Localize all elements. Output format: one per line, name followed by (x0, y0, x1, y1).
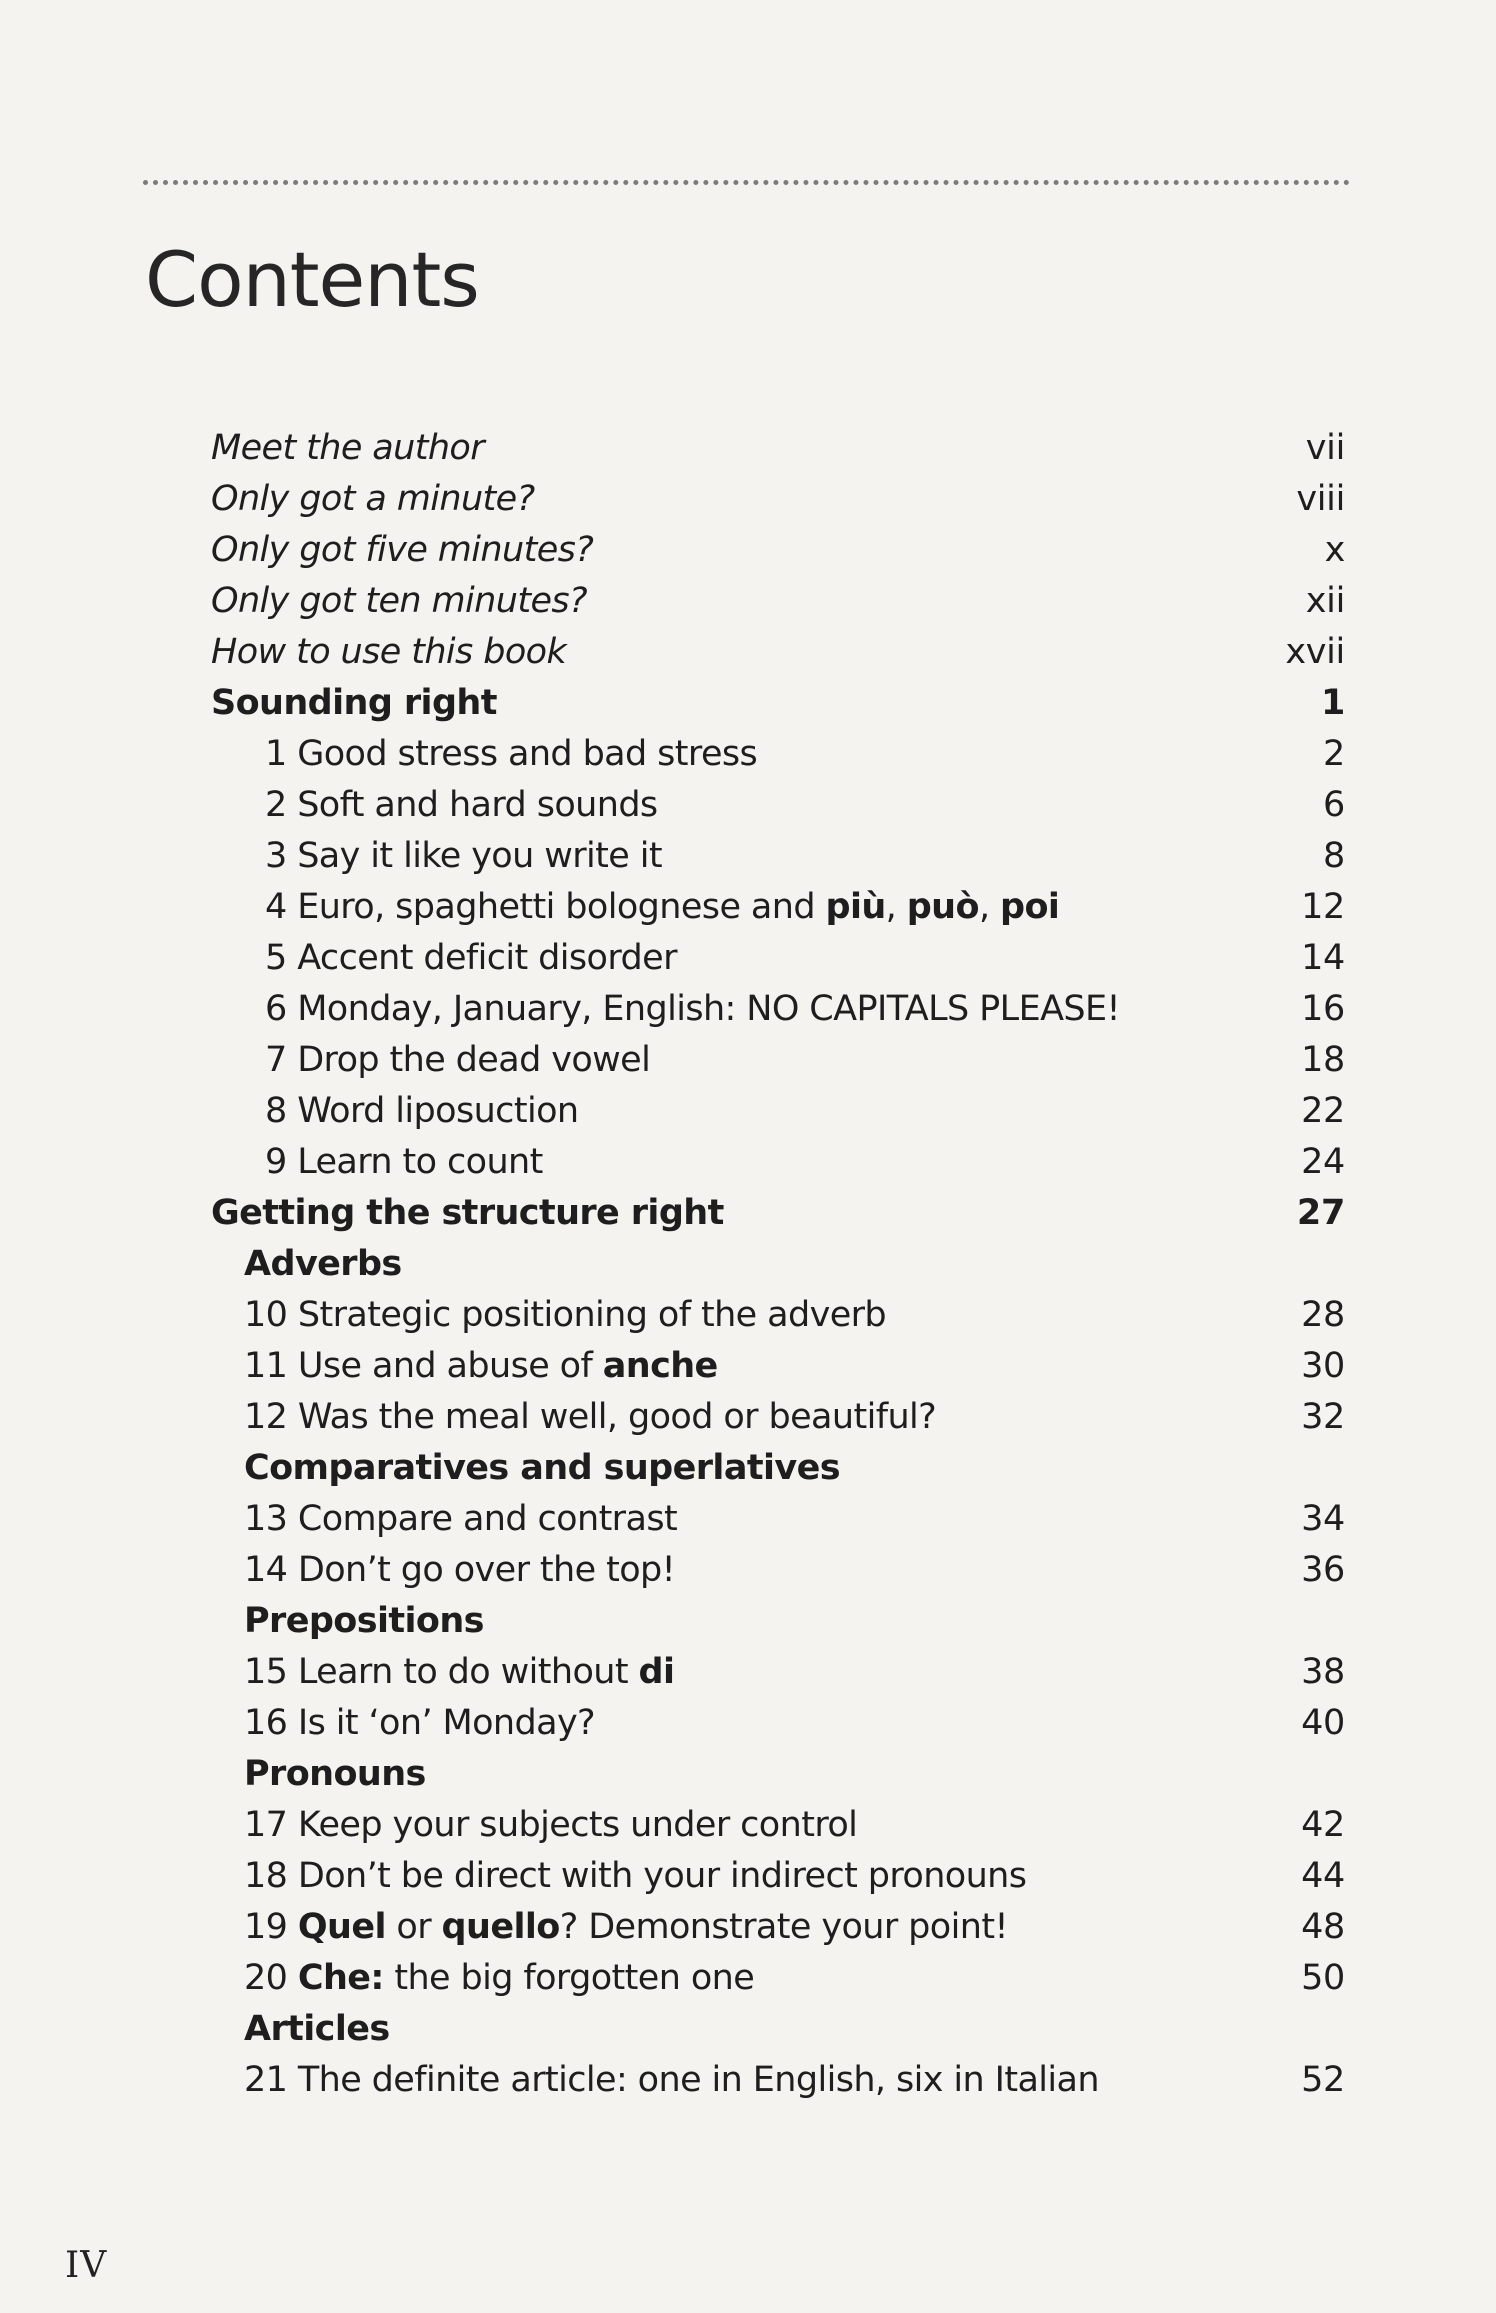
toc-entry-label: 21 The definite article: one in English, six in Italian (244, 2060, 1099, 2100)
toc-entry (211, 474, 1345, 525)
toc-entry (211, 1290, 1345, 1341)
label-text: , (885, 887, 907, 927)
dotted-rule (143, 180, 1350, 185)
toc-entry-label: 1 Good stress and bad stress (265, 734, 758, 774)
label-text: 20 (244, 1958, 298, 1998)
toc-entry (211, 1749, 1345, 1800)
toc-entry (211, 1953, 1345, 2004)
toc-entry-page: xvii (1285, 632, 1345, 672)
toc-entry-page: 50 (1301, 1958, 1345, 1998)
toc-entry (211, 525, 1345, 576)
toc-entry-page: 18 (1301, 1040, 1345, 1080)
toc-entry (211, 1443, 1345, 1494)
toc-entry-label: Articles (244, 2009, 390, 2049)
toc-entry (211, 1494, 1345, 1545)
toc-entry-page: 28 (1301, 1295, 1345, 1335)
toc-entry (211, 2055, 1345, 2106)
toc-entry-label (211, 882, 1245, 933)
toc-entry-page: 1 (1320, 683, 1345, 723)
toc-entry-page: 44 (1301, 1856, 1345, 1896)
toc-entry-page: 32 (1301, 1397, 1345, 1437)
bold-term: anche (602, 1346, 718, 1386)
toc-entry (211, 423, 1345, 474)
toc-entry-label: 7 Drop the dead vowel (265, 1040, 651, 1080)
toc-entry-label: 13 Compare and contrast (244, 1499, 678, 1539)
toc-entry-label (211, 1953, 1245, 2004)
toc-entry (211, 1188, 1345, 1239)
toc-entry-label: 18 Don’t be direct with your indirect pronouns (244, 1856, 1027, 1896)
toc-entry (211, 1545, 1345, 1596)
toc-entry (211, 729, 1345, 780)
toc-entry (211, 2004, 1345, 2055)
bold-term: quello (441, 1907, 560, 1947)
toc-entry-page: vii (1305, 428, 1345, 468)
toc-entry-label: Only got a minute? (211, 479, 535, 519)
bold-term: poi (1000, 887, 1060, 927)
toc-entry-label: 14 Don’t go over the top! (244, 1550, 676, 1590)
toc-entry-page: 8 (1323, 836, 1345, 876)
toc-entry-label: 5 Accent deficit disorder (265, 938, 677, 978)
toc-entry (211, 984, 1345, 1035)
toc-entry-label: 17 Keep your subjects under control (244, 1805, 858, 1845)
toc-entry-label: 12 Was the meal well, good or beautiful? (244, 1397, 937, 1437)
toc-entry-label: 6 Monday, January, English: NO CAPITALS PLEASE! (265, 989, 1120, 1029)
bold-term: Quel (297, 1907, 386, 1947)
toc-entry-label: Prepositions (244, 1601, 484, 1641)
toc-entry-page: 36 (1301, 1550, 1345, 1590)
toc-entry-page: 2 (1323, 734, 1345, 774)
toc-entry-label: Only got ten minutes? (211, 581, 587, 621)
toc-entry-page: 34 (1301, 1499, 1345, 1539)
toc-entry (211, 831, 1345, 882)
toc-entry (211, 933, 1345, 984)
toc-entry (211, 1851, 1345, 1902)
toc-entry-label: 9 Learn to count (265, 1142, 543, 1182)
toc-entry-label: Sounding right (211, 683, 497, 723)
toc-entry (211, 1137, 1345, 1188)
page-number: IV (65, 2245, 108, 2286)
bold-term: può (906, 887, 979, 927)
toc-entry-page: 52 (1301, 2060, 1345, 2100)
toc-entry-page: 30 (1301, 1346, 1345, 1386)
toc-entry-label: 3 Say it like you write it (265, 836, 663, 876)
toc-entry-label: Getting the structure right (211, 1193, 724, 1233)
toc-entry-label: 8 Word liposuction (265, 1091, 579, 1131)
toc-entry-label: Adverbs (244, 1244, 402, 1284)
toc-entry (211, 882, 1345, 933)
toc-entry-label (211, 1647, 1245, 1698)
toc-entry-page: 22 (1301, 1091, 1345, 1131)
toc-entry-label: 10 Strategic positioning of the adverb (244, 1295, 887, 1335)
toc-entry-page: 48 (1301, 1907, 1345, 1947)
toc-entry (211, 780, 1345, 831)
label-text: , (978, 887, 1000, 927)
toc-entry-page: 6 (1323, 785, 1345, 825)
toc-entry (211, 1392, 1345, 1443)
toc-entry-page: 24 (1301, 1142, 1345, 1182)
label-text: 15 Learn to do without (244, 1652, 639, 1692)
toc-entry (211, 1698, 1345, 1749)
toc-entry-page: 14 (1301, 938, 1345, 978)
toc-entry-label: Pronouns (244, 1754, 426, 1794)
label-text: 4 Euro, spaghetti bolognese and (265, 887, 826, 927)
toc-entry (211, 576, 1345, 627)
toc-entry-page: 40 (1301, 1703, 1345, 1743)
bold-term: Che: (297, 1958, 384, 1998)
toc-entry (211, 1800, 1345, 1851)
toc-entry-label (211, 1341, 1245, 1392)
toc-entry-page: 42 (1301, 1805, 1345, 1845)
label-text: or (385, 1907, 442, 1947)
toc-entry (211, 1647, 1345, 1698)
label-text: 19 (244, 1907, 298, 1947)
toc-entry-label: 2 Soft and hard sounds (265, 785, 658, 825)
toc-entry-page: x (1324, 530, 1345, 570)
toc-entry (211, 678, 1345, 729)
bold-term: di (638, 1652, 675, 1692)
toc-entry-label: 16 Is it ‘on’ Monday? (244, 1703, 596, 1743)
toc-entry-page: 16 (1301, 989, 1345, 1029)
toc-entry (211, 1341, 1345, 1392)
toc-entry-label: Meet the author (211, 428, 485, 468)
toc-entry (211, 1902, 1345, 1953)
toc-entry (211, 1086, 1345, 1137)
toc-entry-label: Only got five minutes? (211, 530, 594, 570)
label-text: ? Demonstrate your point! (559, 1907, 1008, 1947)
toc-entry-label: How to use this book (211, 632, 567, 672)
toc-entry-page: viii (1296, 479, 1345, 519)
table-of-contents (211, 423, 1345, 2106)
toc-entry (211, 1596, 1345, 1647)
toc-entry-page: xii (1305, 581, 1345, 621)
toc-entry-label: Comparatives and superlatives (244, 1448, 840, 1488)
label-text: the big forgotten one (383, 1958, 755, 1998)
toc-entry-page: 27 (1296, 1193, 1345, 1233)
toc-entry (211, 1035, 1345, 1086)
toc-entry-page: 12 (1301, 887, 1345, 927)
page-title: Contents (145, 235, 479, 324)
toc-entry (211, 1239, 1345, 1290)
toc-entry (211, 627, 1345, 678)
toc-entry-page: 38 (1301, 1652, 1345, 1692)
toc-entry-label (211, 1902, 1245, 1953)
bold-term: più (825, 887, 886, 927)
label-text: 11 Use and abuse of (244, 1346, 603, 1386)
